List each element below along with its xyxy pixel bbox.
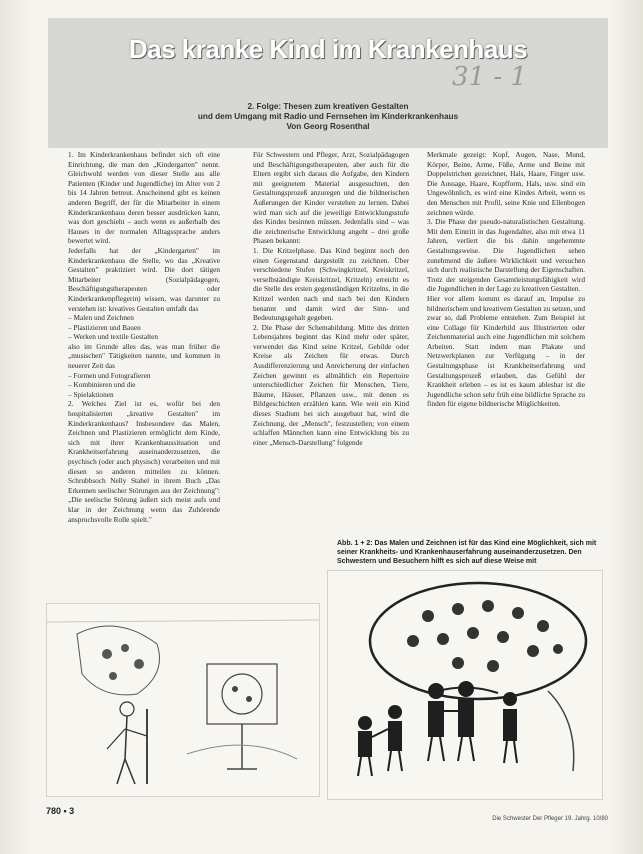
child-drawing-figure-2 [327, 570, 603, 800]
paragraph: Merkmale gezeigt: Kopf, Augen, Nase, Mund, Körper, Beine, Arme, Füße, Arme und Beine mit Doppelstrichen gezeichnet, Hals, Haare, Finger usw. Die Aussage, Haare, Kopfform, Hals, usw. sind ein Ungewöhnlich, es wird eine Kindes Arbeit, wenn es den Menschen mit Profil, seine Knie und Ellenbogen zeichnen würde. [427, 150, 585, 217]
journal-footer: Die Schwester Der Pfleger 19. Jahrg. 10/80 [492, 816, 608, 822]
paragraph: 1. Die Kritzelphase. Das Kind beginnt noch den einen Gegenstand dargestellt zu zeichnen. Über verschiedene Stufen (Schwingkritzel, Kreiskritzel, verselbständigte Kreiskritzel, Kritzeln) erreicht es die Stelle des ersten gegenständigen Kritzelns, in die Kritzel werden nach und nach bei den Kindern benannt und damit wird der Sinn- und Bedeutungsgehalt gegeben. [253, 245, 409, 323]
drawing-figures-under-tree [328, 571, 602, 799]
list-item: – Plastizieren und Bauen [68, 322, 141, 332]
list-item: – Formen und Fotografieren [68, 370, 151, 380]
article-title: Das kranke Kind im Krankenhaus [128, 34, 528, 64]
list-item: – Spielaktionen [68, 389, 114, 399]
paragraph: Hier vor allem kommt es darauf an, Impulse zu bildnerischem und kreativem Gestalten zu setzen, und zwar so, daß Probleme entstehen. Zum Beispiel ist eine Collage für Kinderbild aus Illustrierten oder Zeichenmaterial auch eine Jugendlichen mit solchem Arbeiten. Statt indem man Plakate und Netzwerkplanen zur Verfügung – in der Gestaltungsphase ist Krankheitserfahrung und Gestaltungsprozeß erlauben, das Gefühl der Krankheit erleben – es ist es kaum ablesbar ist die Jugendliche schon sehr früh eine bildliche Sprache zu finden für eigene bildnerische Möglichkeiten. [427, 293, 585, 409]
list-item: – Werken und textile Gestalten [68, 332, 159, 342]
subtitle-line1: 2. Folge: Thesen zum kreativen Gestalten [247, 102, 409, 111]
handwritten-mark: 31 - 1 [452, 62, 527, 92]
list-item: – Malen und Zeichnen [68, 313, 134, 323]
subtitle-line2: und dem Umgang mit Radio und Fernsehen im Kinderkrankenhaus [197, 112, 459, 121]
page-number: 780 • 3 [46, 806, 75, 816]
drawing-figure-with-balloon [47, 604, 319, 796]
article-subtitle [48, 102, 608, 132]
author-line: Von Georg Rosenthal [286, 122, 370, 131]
paragraph: 1. Im Kinderkrankenhaus befindet sich oft eine Einrichtung, die man den „Kindergarten" nennt. Gleichwohl werden von dieser Stelle aus alle Patienten (Kinder und Jugendliche) im Alter von 2 bis 14 Jahren betreut. Anscheinend gibt es keinen anderen Begriff, der für die Mitarbeiter in einem Kinderkrankenhaus deren besser ausdrücken kann, was dort geschieht – auch wenn es außerhalb des Hauses in der normalen Alltagssprache anders bewertet wird. [68, 150, 220, 246]
paragraph: 2. Welches Ziel ist es, wofür bei den hospitalisierten „kreative Gestalten" im Kinderkrankenhaus? Insbesondere das Malen, Zeichnen und Plastizieren ermöglicht dem Kinde, sich mit ihrer Krankenhaussituation und Krankheitserfahrung auseinanderzusetzen, die psychisch (oder auch physisch) verarbeiten und mit diesen so anderen mitteilen zu können. Schrubbsoch Nelly Stahel in ihrem Buch „Das Erkennen seelischer Störungen aus der Zeichnung": „Die seelische Störung äußert sich meist aufs und klar in der Zeichnung wenn das Zuhörende anspruchsvolle Rolle spielt." [68, 399, 220, 524]
paragraph: Für Schwestern und Pfleger, Arzt, Sozialpädagogen und Beschäftigungstherapeuten, aber auch für die Eltern ergibt sich daraus die Aufgabe, den Kindern mit geeignetem Material ausgesuchten, den Gestaltungsprozeß anzuregen und die bildnerischen Äußerungen der Kinder verstehen zu lernen. Dabei wird man sich auf die jeweilige Entwicklungsstufe des Kindes besinnen müssen. Jedenfalls sind – was die zeichnerische Entwicklung angeht – drei große Phasen bekannt: [253, 150, 409, 246]
paragraph: 3. Die Phase der pseudo-naturalistischen Gestaltung. Mit dem Eintritt in das Jugendalter, also mit etwa 11 Jahren, verliert die bis dahin ungehemmte Gestaltungsweise. Die Jugendlichen sehen zunehmend die äußere Wirklichkeit und versuchen sich durch realistische Darstellung der Eigenschaften. Trotz der steigenden Gesamtleistungsfähigkeit wird die Jugendlichen in der Lage zu kreativen Gestalten. [427, 217, 585, 294]
figure-caption: Abb. 1 + 2: Das Malen und Zeichnen ist für das Kind eine Möglichkeit, sich mit seiner Krankheits- und Krankenhauserfahrung auseinanderzusetzen. Den Schwestern und Besuchern hilft es sich auf diese Weise mit [337, 540, 597, 565]
paragraph: also im Grunde alles das, was man früher die „musischen" Tätigkeiten nannte, und kommen in neuerer Zeit das [68, 341, 220, 371]
child-drawing-figure-1 [46, 603, 320, 797]
text-column-2 [253, 150, 409, 550]
text-column-1 [68, 150, 220, 594]
text-column-3 [427, 150, 585, 540]
paragraph: Jederfalls hat der „Kindergarten" im Kinderkrankenhaus die Stelle, wo das „Kreative Gestalten" praktiziert wird. Die dort tätigen Mitarbeiter (Sozialpädagogen, Beschäftigungstherapeuten oder Kinderkrankenpflegerin) wissen, was darunter zu verstehen ist: kreatives Gestalten umfaßt das [68, 245, 220, 313]
list-item: – Kombinieren und die [68, 380, 136, 390]
paragraph: 2. Die Phase der Schemabildung. Mitte des dritten Lebensjahres beginnt das Kind mehr oder später, verwendet das Kind seine Kritzel, Gebilde oder Kreise als Zeichen für etwas. Durch Ausdifferenzierung und Anreicherung der einfachen Zeichen gewinnt es allmählich ein Repertoire unterschiedlicher Zeichen für Menschen, Tiere, Bäume, Häuser, Pflanzen usw., mit denen es Bildgeschichten erzählen kann. Wie weit ein Kind dieses Stadium bei sich ausgebaut hat, wird die Zeichnung, der „Mensch", festzustellen; von einem schlaffen Männchen kann eine Entwicklung bis zu einer „Mensch-Darstellung" folgende [253, 322, 409, 447]
